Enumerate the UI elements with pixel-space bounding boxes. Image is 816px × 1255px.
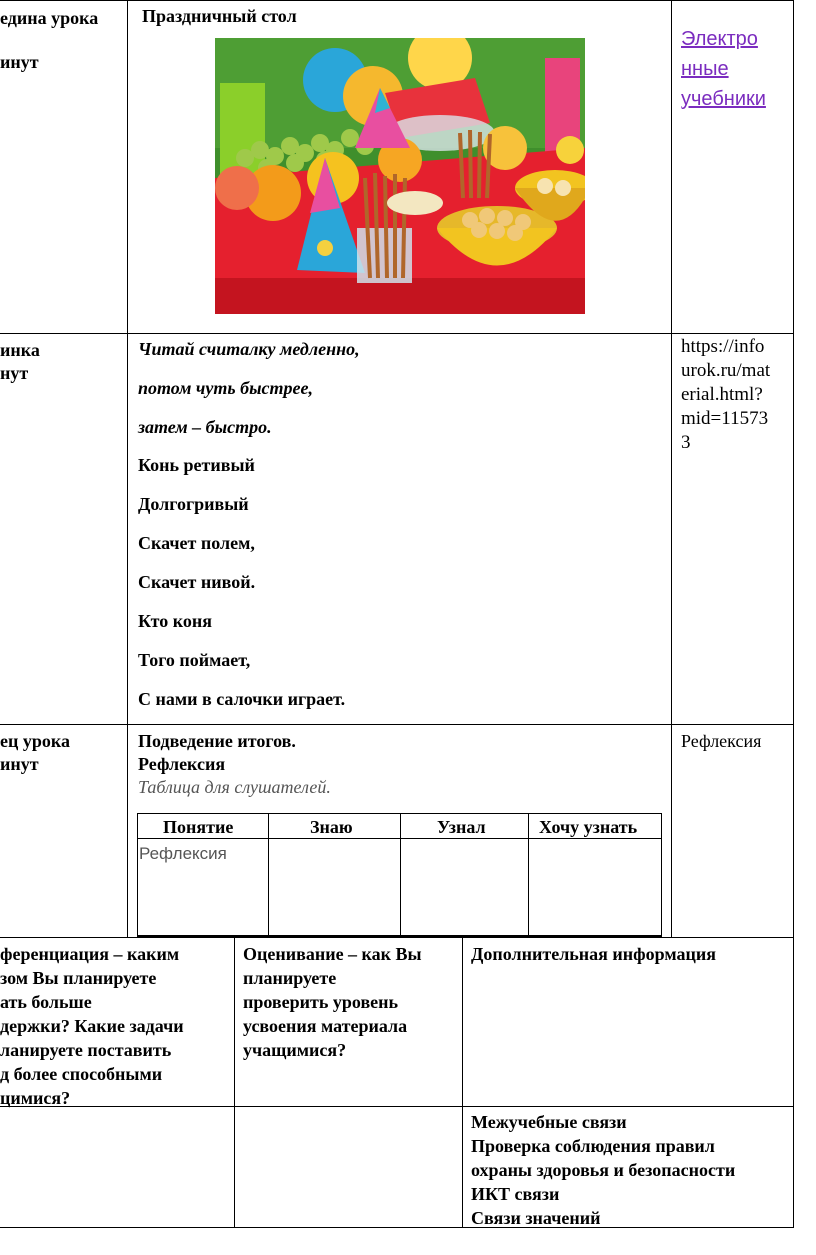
summary-heading: Подведение итогов. [138,731,296,751]
col-divider-2 [671,0,672,937]
bottom-col-divider-2 [462,937,463,1227]
extra-item-2: Проверка соблюдения правил [471,1136,715,1156]
verse-line-2: Долгогривый [138,494,249,514]
table-caption: Таблица для слушателей. [138,777,331,797]
extra-item-1: Межучебные связи [471,1112,627,1132]
url-line-4[interactable]: mid=11573 [681,408,769,429]
row2-left-text-2: нут [0,363,29,383]
inner-table-div-2 [400,813,401,936]
verse-instruction-2: потом чуть быстрее, [138,378,314,398]
verse-line-3: Скачет полем, [138,533,255,553]
table-cell-reflection: Рефлексия [139,844,227,863]
party-table-photo [215,38,585,314]
row3-right-text: Рефлексия [681,731,762,751]
diff-line-3: ать больше [0,992,92,1012]
link-line-2[interactable]: нные [681,58,729,80]
diff-line-5: ланируете поставить [0,1040,172,1060]
extra-item-4: ИКТ связи [471,1184,560,1204]
top-border [0,0,794,1]
extra-item-5: Связи значений [471,1208,601,1228]
table-bottom-border [0,1227,794,1228]
diff-line-4: держки? Какие задачи [0,1016,184,1036]
inner-table-right [661,813,662,936]
electronic-textbooks-link[interactable] [681,24,766,114]
section-title: Праздничный стол [142,6,297,26]
additional-info-title: Дополнительная информация [471,944,716,964]
row3-left-text-2: инут [0,754,39,774]
inner-table-left [137,813,138,936]
row2-bottom-border [0,724,794,725]
row1-left-text-1: едина урока [0,8,99,28]
row1-left-text-2: инут [0,52,39,72]
verse-instruction-1: Читай считалку медленно, [138,339,360,359]
link-line-1[interactable]: Электро [681,28,758,50]
assess-line-2: планируете [243,968,337,988]
table-header-concept: Понятие [163,817,234,837]
verse-line-4: Скачет нивой. [138,572,256,592]
reflection-heading: Рефлексия [138,754,226,774]
diff-line-6: д более способными [0,1064,163,1084]
verse-line-7: С нами в салочки играет. [138,689,346,709]
row3-bottom-border [0,937,794,938]
inner-table-div-3 [528,813,529,936]
assess-line-1: Оценивание – как Вы [243,944,422,964]
table-header-know: Знаю [310,817,353,837]
bottom-col-divider-1 [234,937,235,1227]
assess-line-4: усвоения материала [243,1016,408,1036]
verse-line-6: Того поймает, [138,650,251,670]
right-border [793,0,794,1228]
diff-line-2: зом Вы планируете [0,968,157,988]
verse-line-1: Конь ретивый [138,455,255,475]
extra-item-3: охраны здоровья и безопасности [471,1160,736,1180]
row2-left-text-1: инка [0,340,40,360]
diff-line-7: цимися? [0,1088,71,1108]
url-line-1[interactable]: https://info [681,336,765,357]
row1-bottom-border [0,333,794,334]
table-header-learned: Узнал [437,817,486,837]
row3-left-text-1: ец урока [0,731,70,751]
row4-bottom-border [0,1106,794,1107]
diff-line-1: ференциация – каким [0,944,180,964]
verse-instruction-3: затем – быстро. [138,417,272,437]
col-divider-1 [127,0,128,937]
url-line-3[interactable]: erial.html? [681,384,763,405]
url-line-5[interactable]: 3 [681,432,691,453]
table-header-want-to-know: Хочу узнать [539,817,638,837]
verse-line-5: Кто коня [138,611,212,631]
infourok-url[interactable] [681,335,770,455]
link-line-3[interactable]: учебники [681,88,766,110]
assess-line-5: учащимися? [243,1040,347,1060]
inner-table-div-1 [268,813,269,936]
url-line-2[interactable]: urok.ru/mat [681,360,771,381]
assess-line-3: проверить уровень [243,992,399,1012]
